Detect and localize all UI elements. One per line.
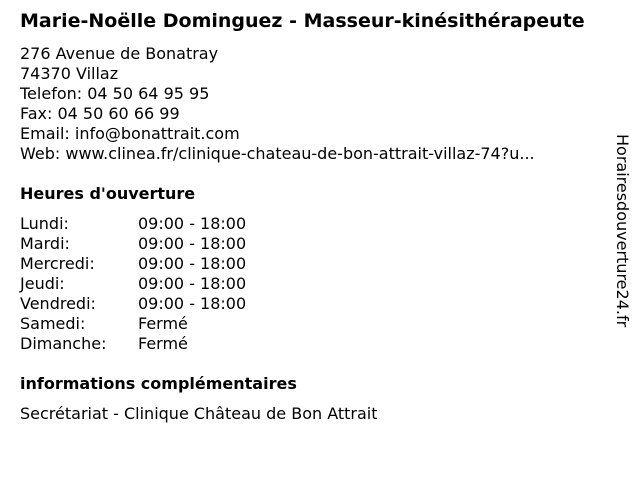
site-watermark-text: Horairesdouverture24.fr (613, 134, 632, 328)
phone-number: Telefon: 04 50 64 95 95 (20, 84, 210, 103)
day-label: Lundi: (20, 214, 69, 233)
hours-value: 09:00 - 18:00 (138, 214, 247, 233)
hours-value: 09:00 - 18:00 (138, 294, 247, 313)
contact-details (20, 44, 535, 164)
hours-value: 09:00 - 18:00 (138, 234, 247, 253)
day-label: Mercredi: (20, 254, 95, 273)
day-label: Jeudi: (20, 274, 65, 293)
website: Web: www.clinea.fr/clinique-chateau-de-bon-attrait-villaz-74?u... (20, 144, 535, 163)
street-address: 276 Avenue de Bonatray (20, 44, 219, 63)
fax-number: Fax: 04 50 60 66 99 (20, 104, 180, 123)
opening-hours-heading: Heures d'ouverture (20, 184, 196, 203)
hours-value: 09:00 - 18:00 (138, 274, 247, 293)
page-title: Marie-Noëlle Dominguez - Masseur-kinésithérapeute (20, 10, 585, 32)
additional-info-text: Secrétariat - Clinique Château de Bon Attrait (20, 404, 378, 423)
city: 74370 Villaz (20, 64, 119, 83)
day-label: Samedi: (20, 314, 86, 333)
day-label: Mardi: (20, 234, 70, 253)
hours-value: Fermé (138, 314, 188, 333)
site-watermark (612, 134, 632, 344)
hours-value: Fermé (138, 334, 188, 353)
additional-info-heading: informations complémentaires (20, 374, 297, 393)
day-label: Dimanche: (20, 334, 107, 353)
day-label: Vendredi: (20, 294, 96, 313)
hours-value: 09:00 - 18:00 (138, 254, 247, 273)
email-address: Email: info@bonattrait.com (20, 124, 240, 143)
